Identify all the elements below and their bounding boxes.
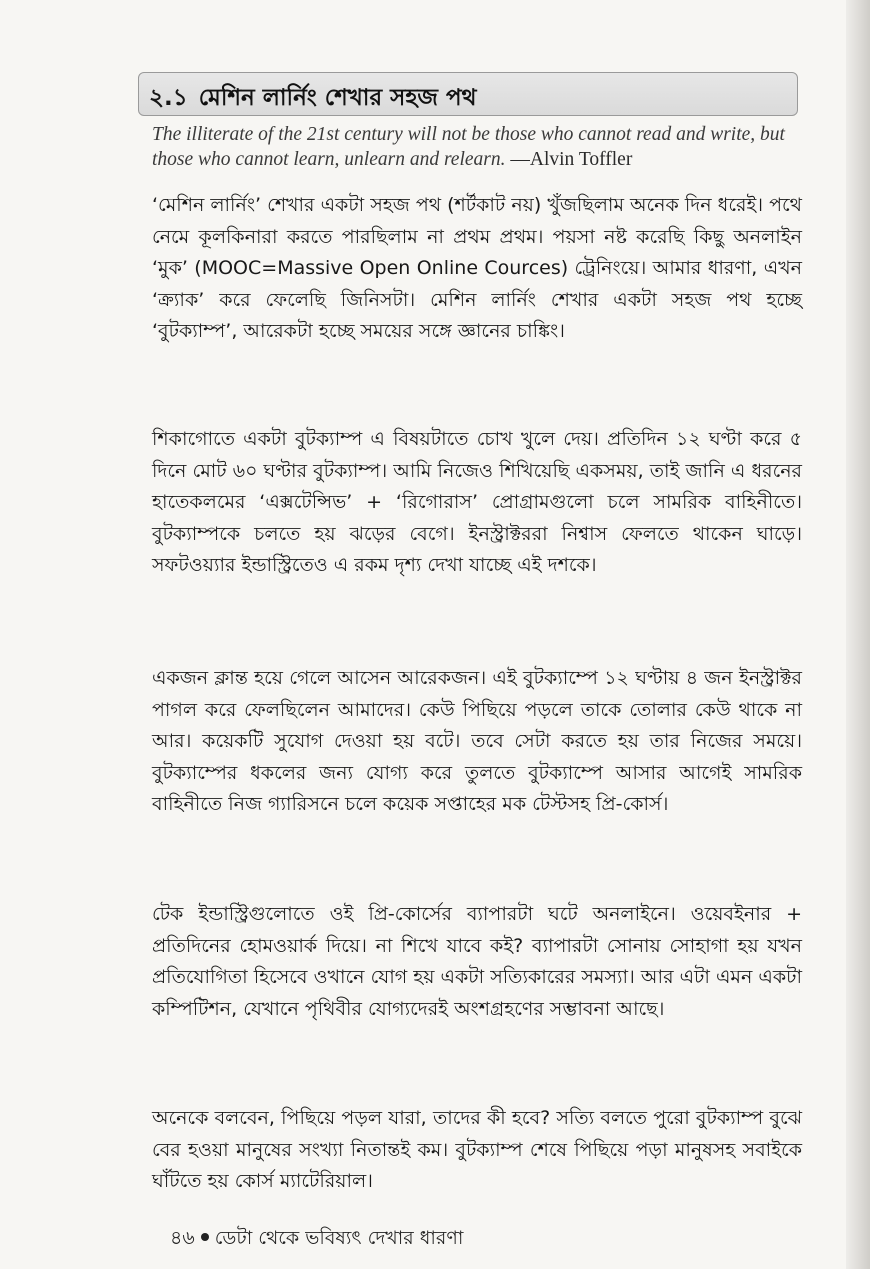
paragraph-5: অনেকে বলবেন, পিছিয়ে পড়ল যারা, তাদের কী হবে? সত্যি বলতে পুরো বুটক্যাম্প বুঝে বের হওয়া মানুষের সংখ্যা নিতান্তই কম। বুটক্যাম্প শেষে পিছিয়ে পড়া মানুষসহ সবাইকে ঘাঁটতে হয় কোর্স ম্যাটেরিয়াল। <box>152 1107 802 1192</box>
section-title: মেশিন লার্নিং শেখার সহজ পথ <box>198 85 477 111</box>
paragraph-4: টেক ইন্ডাস্ট্রিগুলোতে ওই প্রি-কোর্সের ব্যাপারটা ঘটে অনলাইনে। ওয়েবইনার + প্রতিদিনের হোমওয়ার্ক দিয়ে। না শিখে যাবে কই? ব্যাপারটা সোনায় সোহাগা হয় যখন প্রতিযোগিতা হিসেবে ওখানে যোগ হয় একটা সত্যিকারের সমস্যা। আর এটা এমন একটা কম্পিটিশন, যেখানে পৃথিবীর যোগ্যদেরই অংশগ্রহণের সম্ভাবনা আছে। <box>152 903 802 1020</box>
section-heading-box <box>138 72 798 116</box>
running-book-title: ডেটা থেকে ভবিষ্যৎ দেখার ধারণা <box>214 1227 464 1249</box>
paragraph-1: ‘মেশিন লার্নিং’ শেখার একটা সহজ পথ (শর্টকাট নয়) খুঁজছিলাম অনেক দিন ধরেই। পথে নেমে কূলকিনারা করতে পারছিলাম না প্রথম প্রথম। পয়সা নষ্ট করেছি কিছু অনলাইন ‘মুক’ (MOOC=Massive Open Online Cources) ট্রেনিংয়ে। আমার ধারণা, এখন ‘ক্র্যাক’ করে ফেলেছি জিনিসটা। মেশিন লার্নিং শেখার একটা সহজ পথ হচ্ছে ‘বুটক্যাম্প’, আরেকটা হচ্ছে সময়ের সঙ্গে জ্ঞানের চাঙ্কিং। <box>152 194 802 342</box>
page-number: ৪৬ <box>170 1227 195 1249</box>
epigraph-author: —Alvin Toffler <box>510 149 633 170</box>
bullet-separator <box>201 1233 209 1241</box>
page-edge-shadow <box>846 0 870 1269</box>
epigraph <box>152 122 802 172</box>
epigraph-quote: The illiterate of the 21st century will not be those who cannot read and write, but those who cannot learn, unlearn and relearn. <box>152 124 785 170</box>
paragraph-2: শিকাগোতে একটা বুটক্যাম্প এ বিষয়টাতে চোখ খুলে দেয়। প্রতিদিন ১২ ঘণ্টা করে ৫ দিনে মোট ৬০ ঘণ্টার বুটক্যাম্প। আমি নিজেও শিখিয়েছি একসময়, তাই জানি এ ধরনের হাতেকলমের ‘এক্সটেন্সিভ’ + ‘রিগোরাস’ প্রোগ্রামগুলো চলে সামরিক বাহিনীতে। বুটক্যাম্পকে চলতে হয় ঝড়ের বেগে। ইনস্ট্রাক্টররা নিশ্বাস ফেলতে থাকেন ঘাড়ে। সফটওয়্যার ইন্ডাস্ট্রিতেও এ রকম দৃশ্য দেখা যাচ্ছে এই দশকে। <box>152 428 802 576</box>
paragraph-3: একজন ক্লান্ত হয়ে গেলে আসেন আরেকজন। এই বুটক্যাম্পে ১২ ঘণ্টায় ৪ জন ইনস্ট্রাক্টর পাগল করে ফেলছিলেন আমাদের। কেউ পিছিয়ে পড়লে তাকে তোলার কেউ থাকে না আর। কয়েকটি সুযোগ দেওয়া হয় বটে। তবে সেটা করতে হয় তার নিজের সময়ে। বুটক্যাম্পের ধকলের জন্য যোগ্য করে তুলতে বুটক্যাম্পে আসার আগেই সামরিক বাহিনীতে নিজ গ্যারিসনে চলে কয়েক সপ্তাহের মক টেস্টসহ প্রি-কোর্স। <box>152 667 802 815</box>
section-number: ২.১ <box>149 85 188 111</box>
page-footer <box>170 1224 463 1256</box>
